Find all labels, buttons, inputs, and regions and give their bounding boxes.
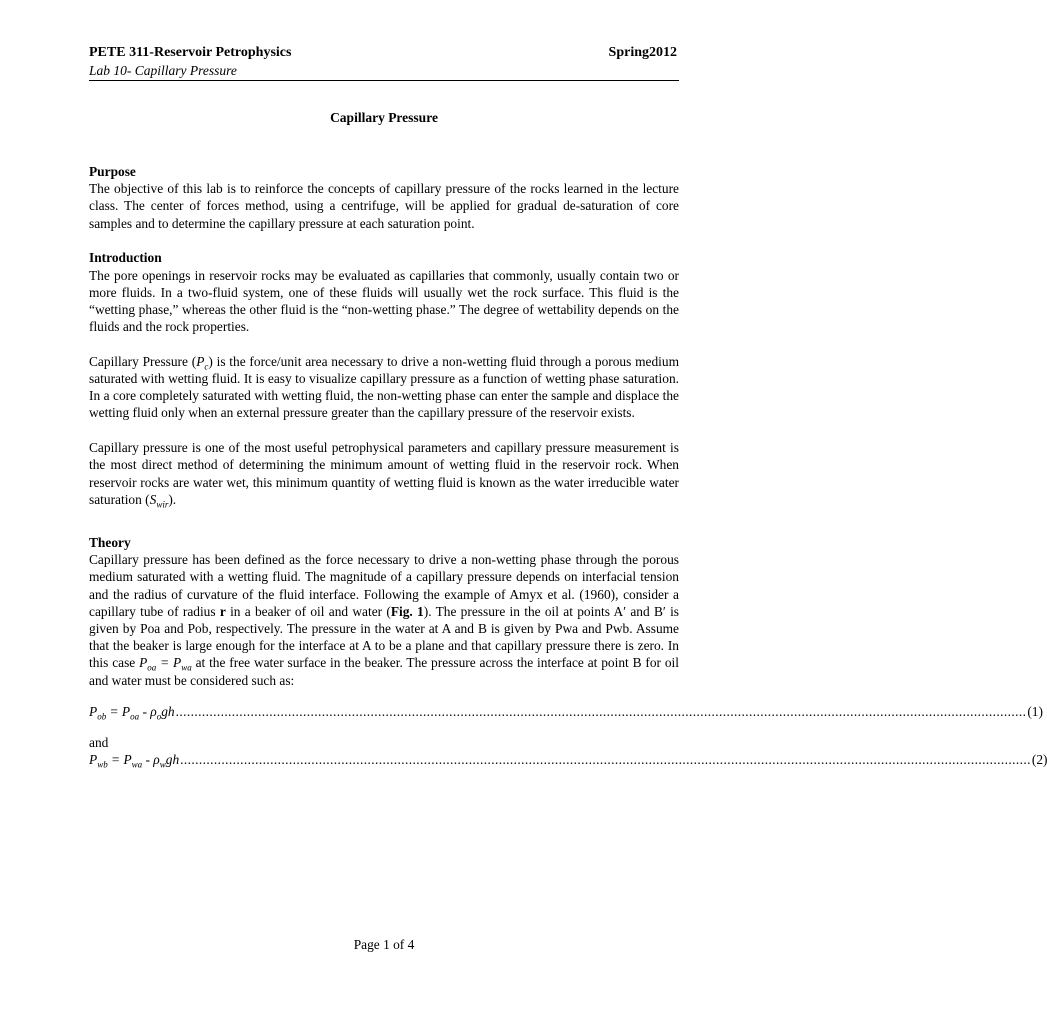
and-text: and xyxy=(89,734,109,750)
introduction-paragraph-3: Capillary pressure is one of the most useful petrophysical parameters and capillary pressure measurement is the most direct method of determining the minimum amount of wetting fluid in the reservoir rock. When reservoir rocks are water wet, this minimum quantity of wetting fluid is known as the water irreducible water saturation $(S_{wir})$. xyxy=(89,440,679,510)
course-title: PETE 311-Reservoir Petrophysics xyxy=(89,45,292,60)
equation-1 xyxy=(89,703,1043,722)
equation-2-expression: $P_{wb} = P_{wa} - \rho_wgh$ xyxy=(89,752,180,770)
equation-1-leader: ................................................................................................................................................................................................................................... xyxy=(175,703,1027,719)
theory-heading: Theory xyxy=(89,534,131,550)
lab-subtitle: Lab 10- Capillary Pressure xyxy=(89,63,237,78)
equation-1-expression: $P_{ob} = P_{oa} - \rho_ogh$ xyxy=(89,703,175,722)
purpose-heading: Purpose xyxy=(89,164,136,179)
document-title: Capillary Pressure xyxy=(330,110,438,125)
page-number: Page 1 of 4 xyxy=(353,937,415,952)
theory-paragraph: Capillary pressure has been defined as the force necessary to drive a non-wetting phase through the porous medium saturated with a wetting fluid. The magnitude of a capillary pressure depends on interfacial tension and the radius of curvature of the fluid interface. Following the example of Amyx et al. (1960), consider a capillary tube of radius r in a beaker of oil and water (Fig. 1). The pressure in the oil at points A′ and B′ is given by Poa and Pob, respectively. The pressure in the water at A and B is given by Pwa and Pwb. Assume that the beaker is large enough for the interface at A to be a plane and that capillary pressure there is zero. In this case $P_{oa} = P_{wa}$ at the free water surface in the beaker. The pressure across the interface at point B for oil and water must be considered such as: xyxy=(89,552,680,688)
introduction-paragraph-1: The pore openings in reservoir rocks may be evaluated as capillaries that commonly, usually contain two or more fluids. In a two-fluid system, one of these fluids will usually wet the rock surface. This fluid is the “wetting phase,” whereas the other fluid is the “non-wetting phase.” The degree of wettability depends on the fluids and the rock properties. xyxy=(89,267,679,335)
equation-2-leader: ................................................................................................................................................................................................................................... xyxy=(180,752,1031,768)
purpose-paragraph: The objective of this lab is to reinforce the concepts of capillary pressure of the rocks learned in the lecture class. The center of forces method, using a centrifuge, will be applied for gradual de-saturation of core samples and to determine the capillary pressure at each saturation point. xyxy=(89,181,679,231)
document-body xyxy=(89,109,1047,770)
equation-2 xyxy=(89,751,1047,770)
introduction-heading: Introduction xyxy=(89,250,162,266)
equation-1-number: (1) xyxy=(1027,703,1043,719)
equation-2-number: (2) xyxy=(1031,752,1047,768)
page-header xyxy=(89,44,679,81)
term-label: Spring2012 xyxy=(608,45,677,60)
introduction-paragraph-2: Capillary Pressure $(P_c)$ is the force/unit area necessary to drive a non-wetting fluid through a porous medium saturated with wetting fluid. It is easy to visualize capillary pressure as a function of wetting phase saturation. In a core completely saturated with wetting fluid, the non-wetting phase can enter the sample and displace the wetting fluid only when an external pressure greater than the capillary pressure of the reservoir exists. xyxy=(89,353,679,421)
